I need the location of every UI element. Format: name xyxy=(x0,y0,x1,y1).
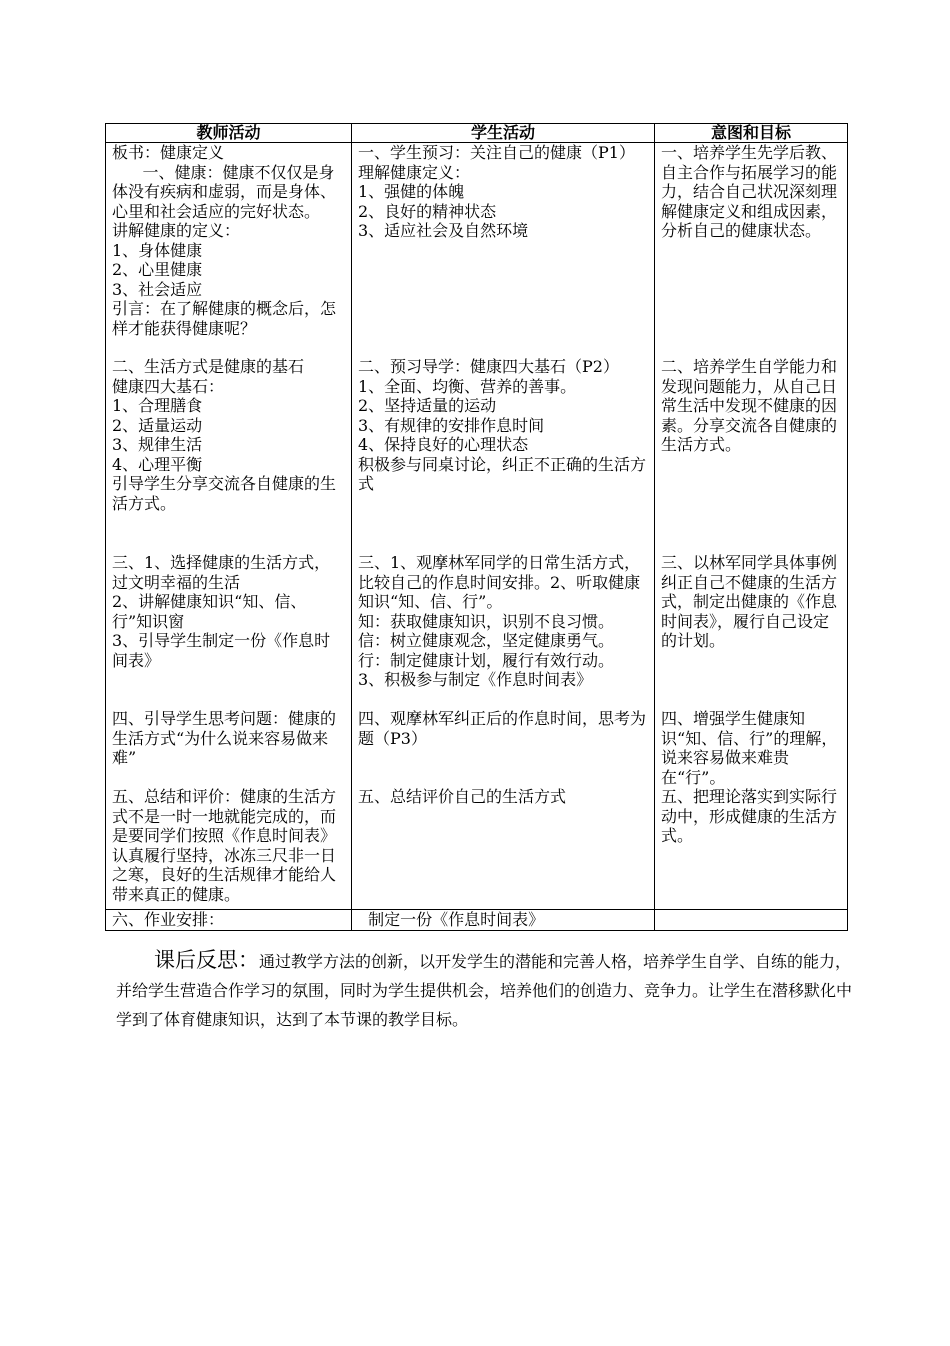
goal-section-2: 二、培养学生自学能力和发现问题能力，从自己日常生活中发现不健康的因素。分享交流各自健康的生活方式。 xyxy=(661,357,838,454)
intent-goal-cell xyxy=(655,143,848,910)
goal-section-1: 一、培养学生先学后教、自主合作与拓展学习的能力，结合自己状况深刻理解健康定义和组成因素，分析自己的健康状态。 xyxy=(661,143,838,240)
post-lesson-reflection xyxy=(116,946,854,1034)
table-row xyxy=(106,910,848,931)
reflection-label: 课后反思： xyxy=(154,948,259,972)
lesson-plan-table xyxy=(105,123,848,931)
teacher-activity-cell xyxy=(106,143,352,910)
homework-task-cell: 制定一份《作息时间表》 xyxy=(352,910,655,931)
goal-section-4: 四、增强学生健康知识“知、信、行”的理解，说来容易做来难贵在“行”。 五、把理论落实到实际行动中，形成健康的生活方式。 xyxy=(661,709,838,845)
student-activity-cell xyxy=(352,143,655,910)
teacher-section-5: 五、总结和评价：健康的生活方式不是一时一地就能完成的，而是要同学们按照《作息时间表》认真履行坚持，冰冻三尺非一日之寒，良好的生活规律才能给人带来真正的健康。 xyxy=(112,787,337,904)
teacher-section-2: 二、生活方式是健康的基石 健康四大基石： 1、合理膳食 2、适量运动 3、规律生活 4、心理平衡 引导学生分享交流各自健康的生活方式。 xyxy=(112,357,337,513)
student-section-2: 二、预习导学：健康四大基石（P2） 1、全面、均衡、营养的善事。 2、坚持适量的运动 3、有规律的安排作息时间 4、保持良好的心理状态 积极参与同桌讨论，纠正不正确的生活方式 xyxy=(358,357,647,493)
table-header-row xyxy=(106,124,848,143)
header-teacher-activity: 教师活动 xyxy=(106,124,352,143)
header-student-activity: 学生活动 xyxy=(352,124,655,143)
goal-section-3: 三、以林军同学具体事例纠正自己不健康的生活方式，制定出健康的《作息时间表》，履行自己设定的计划。 xyxy=(661,553,838,650)
homework-goal-cell xyxy=(655,910,848,931)
teacher-section-3: 三、1、选择健康的生活方式，过文明幸福的生活 2、讲解健康知识“知、信、行”知识窗 3、引导学生制定一份《作息时间表》 xyxy=(112,553,331,670)
student-section-1: 一、学生预习：关注自己的健康（P1） 理解健康定义： 1、强健的体魄 2、良好的精神状态 3、适应社会及自然环境 xyxy=(358,143,635,240)
student-section-3: 三、1、观摩林军同学的日常生活方式，比较自己的作息时间安排。2、听取健康知识“知、信、行”。 知：获取健康知识，识别不良习惯。 信：树立健康观念，坚定健康勇气。 行：制定健康计划，履行有效行动。 3、积极参与制定《作息时间表》 xyxy=(358,553,641,689)
teacher-section-4: 四、引导学生思考问题：健康的生活方式“为什么说来容易做来难” xyxy=(112,709,337,767)
student-section-5: 五、总结评价自己的生活方式 xyxy=(358,787,567,806)
reflection-text: 通过教学方法的创新，以开发学生的潜能和完善人格，培养学生自学、自练的能力，并给学生营造合作学习的氛围，同时为学生提供机会，培养他们的创造力、竞争力。让学生在潜移默化中学到了体育健康知识，达到了本节课的教学目标。 xyxy=(116,952,853,1029)
table-row xyxy=(106,143,848,910)
header-intent-goal: 意图和目标 xyxy=(655,124,848,143)
homework-label-cell: 六、作业安排： xyxy=(106,910,352,931)
student-section-4: 四、观摩林军纠正后的作息时间，思考为题（P3） xyxy=(358,709,647,748)
teacher-section-1: 板书：健康定义 一、健康：健康不仅仅是身体没有疾病和虚弱，而是身体、心里和社会适应的完好状态。 讲解健康的定义： 1、身体健康 2、心里健康 3、社会适应 引言：在了解健康的概念后，怎样才能获得健康呢？ xyxy=(112,143,337,338)
